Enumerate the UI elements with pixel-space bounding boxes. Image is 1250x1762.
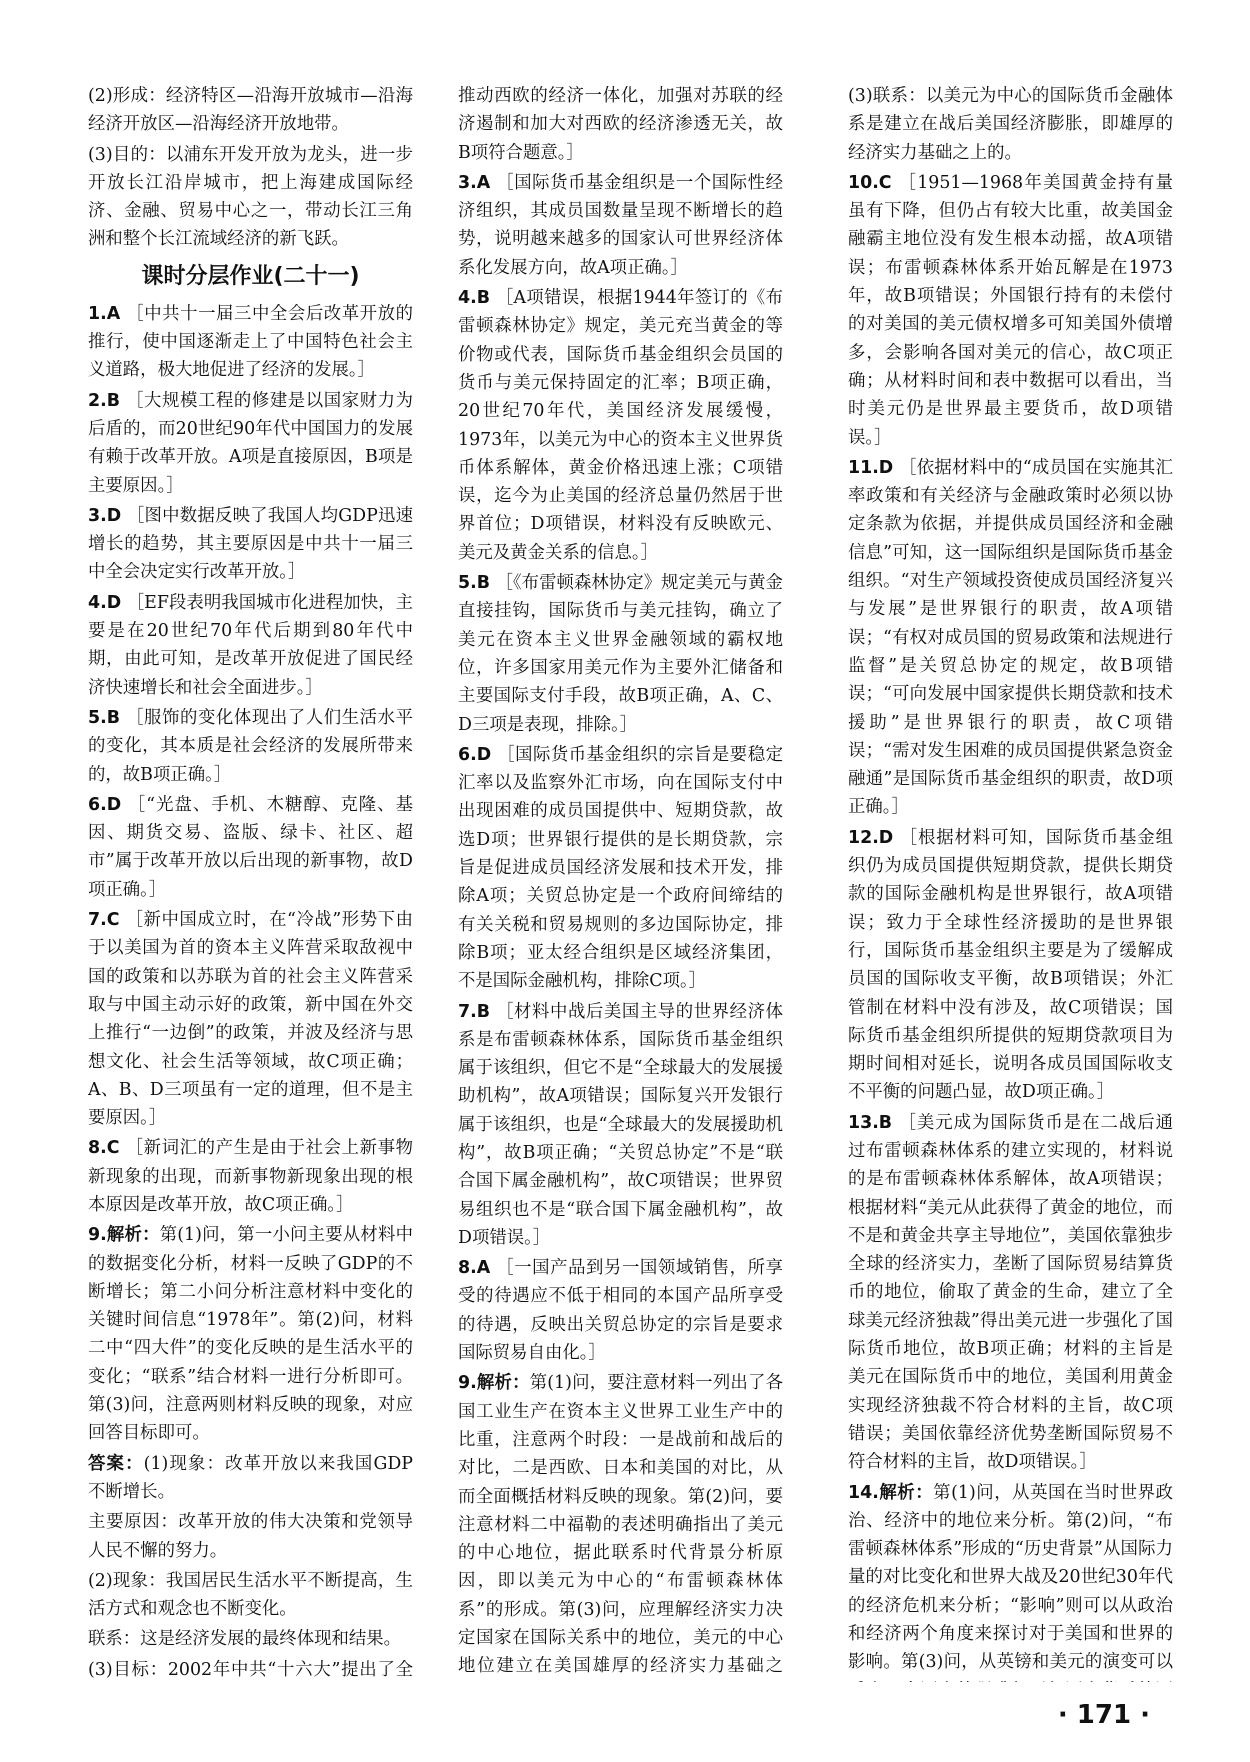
item-text: ［新词汇的产生是由于社会上新事物新现象的出现，而新事物新现象出现的根本原因是改革开放，故C项正确。］ [88, 1138, 413, 1215]
intro-paragraph: (3)目的：以浦东开发开放为龙头，进一步开放长江沿岸城市，把上海建成国际经济、金融、贸易中心之一，带动长江三角洲和整个长江流域经济的新飞跃。 [88, 144, 413, 250]
item-text: ［国际货币基金组织是一个国际性经济组织，其成员国数量呈现不断增长的趋势，说明越来越多的国家认可世界经济体系化发展方向，故A项正确。］ [458, 172, 783, 278]
item-number: 13.B [848, 1112, 893, 1133]
item-text: ［《布雷顿森林协定》规定美元与黄金直接挂钩，国际货币与美元挂钩，确立了美元在资本主义世界金融领域的霸权地位，许多国家用美元作为主要外汇储备和主要国际支付手段，故B项正确，A、C、D三项是表现，排除。］ [458, 573, 783, 735]
item-number: 5.B [88, 707, 120, 728]
item-text: ［服饰的变化体现出了人们生活水平的变化，其本质是社会经济的发展所带来的，故B项正确。］ [88, 707, 413, 785]
answer-item [88, 704, 413, 789]
item-number: 3.A [458, 172, 491, 193]
item-text: ［EF段表明我国城市化进程加快，主要是在20世纪70年代后期到80年代中期，由此可知，是改革开放促进了国民经济快速增长和社会全面进步。］ [88, 592, 413, 698]
answer-item [88, 300, 413, 385]
analysis-label: 解析： [878, 1482, 934, 1503]
item-number: 12.D [848, 827, 894, 848]
answer-item [458, 1254, 783, 1367]
answer-line: (1)现象：改革开放以来我国GDP不断增长。 [88, 1453, 413, 1502]
analysis-text: 第(1)问，从英国在当时世界政治、经济中的地位来分析。第(2)问，“布雷顿森林体系”形成的“历史背景”从国际力量的对比变化和世界大战及20世纪30年代的经济危机来分析；“影响”则可以从政治和经济两个角度来探讨对于美国和世界的影响。第(3)问，从英镑和美元的演变可以 [848, 1482, 1173, 1673]
item-number: 11.D [848, 457, 894, 478]
analysis-item [458, 1369, 783, 1682]
item-number: 10.C [848, 172, 892, 193]
column-middle [458, 82, 783, 1682]
answer-line: (2)现象：我国居民生活水平不断提高，生活方式和观念也不断变化。 [88, 1570, 413, 1620]
item-number: 5.B [458, 573, 490, 594]
item-number: 7.B [458, 1001, 490, 1022]
item-number: 1.A [88, 303, 121, 324]
answer-item [88, 387, 413, 500]
answer-item [458, 169, 783, 282]
item-text: ［美元成为国际货币是在二战后通过布雷顿森林体系的建立实现的，材料说的是布雷顿森林体系解体，故A项错误；根据材料“美元从此获得了黄金的地位，而不是和黄金共享主导地位”，美国依靠独步全球的经济实力，垄断了国际贸易结算货币的地位，偷取了黄金的生命，建立了全球美元经济独裁”得出美元进一步强化了国际货币地位，故B项正确；材料的主旨是美元在国际货币中的地位，美国利用黄金实现经济独裁不符合材料的主旨，故C项错误；美国依靠经济优势垄断国际贸易不符合材料的主旨，故D项错误。］ [848, 1112, 1173, 1473]
answer-block [88, 1450, 413, 1507]
answer-item [458, 998, 783, 1253]
item-text: ［根据材料可知，国际货币基金组织仍为成员国提供短期贷款，提供长期贷款的国际金融机构是世界银行，故A项错误；致力于全球性经济援助的是世界银行，国际货币基金组织主要是为了缓解成员国的国际收支平衡，故B项错误；外汇管制在材料中没有涉及，故C项错误；国际货币基金组织所提供的短期贷款项目为期时间相对延长，说明各成员国国际收支不平衡的问题凸显，故D项正确。］ [848, 827, 1173, 1103]
answer-item [848, 169, 1173, 452]
item-text: ［新中国成立时，在“冷战”形势下由于以美国为首的资本主义阵营采取敌视中国的政策和以苏联为首的社会主义阵营采取与中国主动示好的政策，新中国在外交上推行“一边倒”的政策，并波及经济与思想文化、社会生活等领域，故C项正确；A、B、D三项虽有一定的道理，但不是主要原因。］ [88, 910, 413, 1129]
answer-item [458, 741, 783, 996]
item-number: 2.B [88, 390, 120, 411]
item-text: ［图中数据反映了我国人均GDP迅速增长的趋势，其主要原因是中共十一届三中全会决定实行改革开放。］ [88, 505, 413, 583]
answer-item [88, 791, 413, 904]
item-text: ［1951—1968年美国黄金持有量虽有下降，但仍占有较大比重，故美国金融霸主地位没有发生根本动摇，故A项错误；布雷顿森林体系开始瓦解是在1973年，故B项错误；外国银行持有的未偿付的对美国的美元债权增多可知美国外债增多，会影响各国对美元的信心，故C项正确；从材料时间和表中数据可以看出，当时美元仍是世界最主要货币，故D项错误。］ [848, 172, 1173, 448]
item-number: 3.D [88, 505, 122, 526]
item-text: ［一国产品到另一国领域销售，所享受的待遇应不低于相同的本国产品所享受的待遇，反映出关贸总协定的宗旨是要求国际贸易自由化。］ [458, 1258, 783, 1364]
answer-line: 主要原因：改革开放的伟大决策和党领导人民不懈的努力。 [88, 1512, 413, 1561]
item-number: 9. [88, 1225, 107, 1246]
item-text: ［大规模工程的修建是以国家财力为后盾的，而20世纪90年代中国国力的发展有赖于改革开放。A项是直接原因，B项是主要原因。］ [88, 390, 413, 496]
answer-item [848, 454, 1173, 822]
continued-text: 推动西欧的经济一体化，加强对苏联的经济遏制和加大对西欧的经济渗透无关，故B项符合题意。］ [458, 86, 783, 163]
analysis-label: 解析： [476, 1373, 530, 1394]
item-number: 8.C [88, 1138, 120, 1159]
continued-text: (3)联系：以美元为中心的国际货币金融体系是建立在战后美国经济膨胀，即雄厚的经济实力基础之上的。 [848, 86, 1173, 163]
answer-line: 联系：这是经济发展的最终体现和结果。 [88, 1629, 402, 1650]
item-number: 4.D [88, 592, 122, 613]
answer-item [848, 1109, 1173, 1477]
item-number: 8.A [458, 1258, 491, 1279]
answer-item [88, 502, 413, 587]
analysis-item [88, 1221, 413, 1447]
answer-item [458, 284, 783, 567]
page-number: · 171 · [1057, 1700, 1150, 1730]
item-text: ［国际货币基金组织的宗旨是要稳定汇率以及监察外汇市场，向在国际支付中出现困难的成员国提供中、短期贷款，故选D项；世界银行提供的是长期贷款，宗旨是促进成员国经济发展和技术开发，排除A项；关贸总协定是一个政府间缔结的有关关税和贸易规则的多边国际协定，排除B项；亚太经合组织是区域经济集团，不是国际金融机构，排除C项。］ [458, 744, 783, 992]
answer-item [88, 589, 413, 702]
item-number: 4.B [458, 288, 490, 309]
item-number: 7.C [88, 910, 120, 931]
item-number: 9. [458, 1373, 477, 1394]
item-number: 14. [848, 1482, 879, 1503]
item-text: ［“光盘、手机、木糖醇、克隆、基因、期货交易、盗版、绿卡、社区、超市”属于改革开放以后出现的新事物，故D项正确。］ [88, 794, 413, 900]
column-left [88, 82, 413, 1682]
analysis-text: 第(1)问，要注意材料一列出了各国工业生产在资本主义世界工业生产中的比重，注意两个时段：一是战前和战后的对比，二是西欧、日本和美国的对比，从而全面概括材料反映的现象。第(2)问，要注意材料二中福勒的表述明确指出了美元的中心地位，据此联系时代背景分析原因，即以美元为中心的“布雷顿森林体系”的形成。第(3)问，应理解经济实力决定国家在国际关系中的地位，美元的中心地位建立在美国雄厚的经济实力基础之 [458, 1373, 783, 1677]
answer-item [88, 906, 413, 1132]
answer-label: 答案： [88, 1453, 144, 1474]
answer-item [88, 1134, 413, 1219]
item-text: ［中共十一届三中全会后改革开放的推行，使中国逐渐走上了中国特色社会主义道路，极大地促进了经济的发展。］ [88, 303, 413, 381]
answer-item [848, 824, 1173, 1107]
item-text: ［依据材料中的“成员国在实施其汇率政策和有关经济与金融政策时必须以协定条款为依据，并提供成员国经济和金融信息”可知，这一国际组织是国际货币基金组织。“对生产领域投资使成员国经济复兴与发展”是世界银行的职责，故A项错误；“有权对成员国的贸易政策和法规进行监督”是关贸总协定的规定，故B项错误；“可向发展中国家提供长期贷款和技术援助”是世界银行的职责，故C项错误；“需对发生困难的成员国提供紧急资金融通”是国际货币基金组织的职责，故D项正确。］ [848, 457, 1173, 818]
item-number: 6.D [458, 744, 492, 765]
item-text: ［A项错误，根据1944年签订的《布雷顿森林协定》规定，美元充当黄金的等价物或代表，国际货币基金组织会员国的货币与美元保持固定的汇率；B项正确，20世纪70年代，美国经济发展缓慢，1973年，以美元为中心的资本主义世界货币体系解体，黄金价格迅速上涨；C项错误，迄今为止美国的经济总量仍然居于世界首位；D项错误，材料没有反映欧元、美元及黄金关系的信息。］ [458, 288, 783, 563]
answer-item [458, 569, 783, 739]
section-heading: 课时分层作业(二十一) [141, 263, 360, 289]
answer-line: (3)目标：2002年中共“十六大”提出了全 [88, 1659, 413, 1680]
item-number: 6.D [88, 794, 122, 815]
analysis-text: 第(1)问，第一小问主要从材料中的数据变化分析，材料一反映了GDP的不断增长；第二小问分析注意材料中变化的关键时间信息“1978年”。第(2)问，材料二中“四大件”的变化反映的是生活水平的变化；“联系”结合材料一进行分析即可。第(3)问，注意两则材料反映的现象，对应回答目标即可。 [88, 1225, 413, 1444]
analysis-item [848, 1479, 1173, 1682]
item-text: ［材料中战后美国主导的世界经济体系是布雷顿森林体系，国际货币基金组织属于该组织，但它不是“全球最大的发展援助机构”，故A项错误；国际复兴开发银行属于该组织，也是“全球最大的发展援助机构”，故B项正确；“关贸总协定”不是“联合国下属金融机构”，故C项错误；世界贸易组织也不是“联合国下属金融机构”，故D项错误。］ [458, 1001, 783, 1248]
analysis-label: 解析： [106, 1225, 160, 1246]
intro-paragraph: (2)形成：经济特区—沿海开放城市—沿海经济开放区—沿海经济开放地带。 [88, 86, 413, 135]
column-right [848, 82, 1173, 1682]
